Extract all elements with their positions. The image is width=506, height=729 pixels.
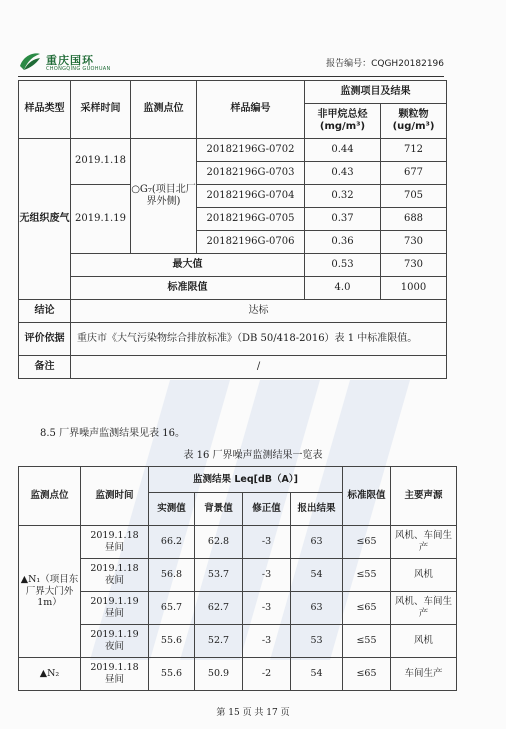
reported-value: 53 xyxy=(291,625,343,658)
report-number: 报告编号：CQGH20182196 xyxy=(326,59,444,69)
company-logo xyxy=(18,48,138,78)
table-row xyxy=(19,592,457,625)
reported-value: 63 xyxy=(291,592,343,625)
header-sample-type: 样品类型 xyxy=(19,81,71,139)
header-sample-id: 样品编号 xyxy=(197,81,305,139)
date-cell: 2019.1.19 xyxy=(71,185,131,254)
nmhc-value: 0.43 xyxy=(305,162,381,185)
correction-value: -3 xyxy=(243,559,291,592)
basis-value: 重庆市《大气污染物综合排放标准》（DB 50/418-2016）表 1 中标准限值。 xyxy=(71,323,447,356)
measured-value: 56.8 xyxy=(149,559,195,592)
table-row xyxy=(19,658,457,691)
background-value: 53.7 xyxy=(195,559,243,592)
sample-id: 20182196G-0702 xyxy=(197,139,305,162)
time-cell: 2019.1.19 昼间 xyxy=(81,592,149,625)
header-correction: 修正值 xyxy=(243,493,291,526)
reported-value: 63 xyxy=(291,526,343,559)
header-monitor-point: 监测点位 xyxy=(131,81,197,139)
header-rule xyxy=(18,76,444,77)
noise-monitoring-table xyxy=(18,466,457,691)
time-cell: 2019.1.18 昼间 xyxy=(81,526,149,559)
header-background: 背景值 xyxy=(195,493,243,526)
nmhc-value: 0.36 xyxy=(305,231,381,254)
date-cell: 2019.1.18 xyxy=(71,139,131,185)
point-n2: ▲N₂ xyxy=(19,658,81,691)
sample-id: 20182196G-0706 xyxy=(197,231,305,254)
table-caption: 表 16 厂界噪声监测结果一览表 xyxy=(183,450,323,461)
remark-label: 备注 xyxy=(19,356,71,379)
header-point: 监测点位 xyxy=(19,467,81,526)
pm-value: 730 xyxy=(381,231,447,254)
correction-value: -2 xyxy=(243,658,291,691)
source-value: 车间生产 xyxy=(391,658,457,691)
correction-value: -3 xyxy=(243,592,291,625)
point-cell: ○G₇(项目北厂界外侧) xyxy=(131,139,197,254)
measured-value: 55.6 xyxy=(149,625,195,658)
source-value: 风机 xyxy=(391,559,457,592)
conclusion-value: 达标 xyxy=(71,300,447,323)
header-pm: 颗粒物 (ug/m³) xyxy=(381,104,447,139)
header-measured: 实测值 xyxy=(149,493,195,526)
background-value: 62.7 xyxy=(195,592,243,625)
pm-value: 688 xyxy=(381,208,447,231)
table-row xyxy=(19,559,457,592)
correction-value: -3 xyxy=(243,526,291,559)
header-result: 监测结果 Leq[dB（A）] xyxy=(149,467,343,493)
table-row xyxy=(19,625,457,658)
air-monitoring-table xyxy=(18,80,447,379)
limit-value: ≤65 xyxy=(343,526,391,559)
time-cell: 2019.1.18 夜间 xyxy=(81,559,149,592)
limit-value: ≤55 xyxy=(343,625,391,658)
time-cell: 2019.1.18 昼间 xyxy=(81,658,149,691)
limit-pm: 1000 xyxy=(381,277,447,300)
table-row xyxy=(19,526,457,559)
max-label: 最大值 xyxy=(71,254,305,277)
header-source: 主要声源 xyxy=(391,467,457,526)
correction-value: -3 xyxy=(243,625,291,658)
limit-value: ≤55 xyxy=(343,559,391,592)
time-cell: 2019.1.19 夜间 xyxy=(81,625,149,658)
section-text: 8.5 厂界噪声监测结果见表 16。 xyxy=(40,428,185,439)
leaf-logo-icon xyxy=(18,50,42,74)
max-pm: 730 xyxy=(381,254,447,277)
header-results: 监测项目及结果 xyxy=(305,81,447,104)
sample-type-value: 无组织废气 xyxy=(19,139,71,300)
sample-id: 20182196G-0704 xyxy=(197,185,305,208)
max-nmhc: 0.53 xyxy=(305,254,381,277)
point-n1: ▲N₁（项目东厂界大门外 1m） xyxy=(19,526,81,658)
logo-text: 重庆国环 xyxy=(46,54,94,67)
header-sampling-time: 采样时间 xyxy=(71,81,131,139)
conclusion-label: 结论 xyxy=(19,300,71,323)
header-limit: 标准限值 xyxy=(343,467,391,526)
header-nmhc: 非甲烷总烃 (mg/m³) xyxy=(305,104,381,139)
nmhc-value: 0.37 xyxy=(305,208,381,231)
pm-value: 705 xyxy=(381,185,447,208)
page-footer: 第 15 页 共 17 页 xyxy=(216,708,290,718)
reported-value: 54 xyxy=(291,559,343,592)
source-value: 风机、车间生产 xyxy=(391,592,457,625)
reported-value: 54 xyxy=(291,658,343,691)
measured-value: 55.6 xyxy=(149,658,195,691)
limit-value: ≤65 xyxy=(343,658,391,691)
measured-value: 66.2 xyxy=(149,526,195,559)
nmhc-value: 0.44 xyxy=(305,139,381,162)
logo-english: CHONGQING GUOHUAN xyxy=(46,66,111,72)
source-value: 风机 xyxy=(391,625,457,658)
measured-value: 65.7 xyxy=(149,592,195,625)
pm-value: 712 xyxy=(381,139,447,162)
pm-value: 677 xyxy=(381,162,447,185)
limit-value: ≤65 xyxy=(343,592,391,625)
limit-nmhc: 4.0 xyxy=(305,277,381,300)
basis-label: 评价依据 xyxy=(19,323,71,356)
nmhc-value: 0.32 xyxy=(305,185,381,208)
background-value: 52.7 xyxy=(195,625,243,658)
header-time: 监测时间 xyxy=(81,467,149,526)
remark-value: / xyxy=(71,356,447,379)
background-value: 50.9 xyxy=(195,658,243,691)
sample-id: 20182196G-0703 xyxy=(197,162,305,185)
sample-id: 20182196G-0705 xyxy=(197,208,305,231)
source-value: 风机、车间生产 xyxy=(391,526,457,559)
header-reported: 报出结果 xyxy=(291,493,343,526)
background-value: 62.8 xyxy=(195,526,243,559)
limit-label: 标准限值 xyxy=(71,277,305,300)
